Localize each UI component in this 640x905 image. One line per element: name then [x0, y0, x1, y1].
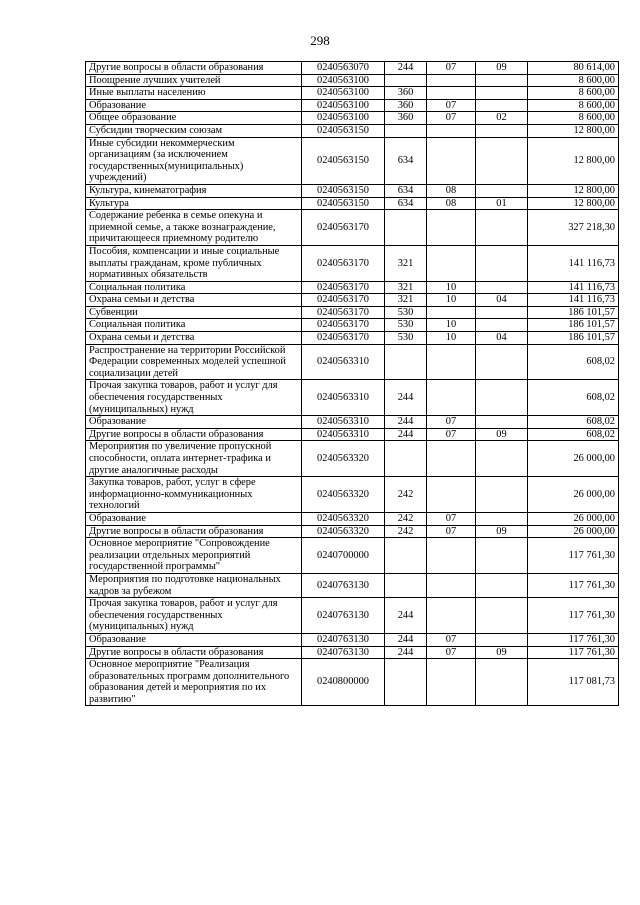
target-article-code-cell: 0240563100 [302, 112, 385, 125]
section-cell [427, 573, 476, 597]
amount-cell: 186 101,57 [528, 319, 619, 332]
amount-cell: 26 000,00 [528, 512, 619, 525]
expense-name-cell: Социальная политика [86, 281, 302, 294]
table-row [86, 344, 619, 380]
expense-name-cell: Охрана семьи и детства [86, 332, 302, 345]
expense-type-cell: 244 [385, 62, 427, 75]
table-row [86, 441, 619, 477]
table-row [86, 87, 619, 100]
subsection-cell [476, 344, 528, 380]
subsection-cell: 04 [476, 332, 528, 345]
expense-type-cell: 530 [385, 319, 427, 332]
expense-name-cell: Культура, кинематография [86, 184, 302, 197]
amount-cell: 12 800,00 [528, 184, 619, 197]
expense-name-cell: Поощрение лучших учителей [86, 74, 302, 87]
expense-name-cell: Прочая закупка товаров, работ и услуг для обеспечения государственных (муниципальных) нужд [86, 598, 302, 634]
table-row [86, 646, 619, 659]
expense-name-cell: Другие вопросы в области образования [86, 646, 302, 659]
expense-type-cell [385, 441, 427, 477]
section-cell: 07 [427, 112, 476, 125]
subsection-cell: 01 [476, 197, 528, 210]
table-row [86, 294, 619, 307]
expense-type-cell [385, 659, 427, 706]
subsection-cell [476, 380, 528, 416]
amount-cell: 186 101,57 [528, 306, 619, 319]
expense-type-cell: 244 [385, 598, 427, 634]
subsection-cell [476, 124, 528, 137]
amount-cell: 26 000,00 [528, 525, 619, 538]
table-row [86, 538, 619, 574]
expense-name-cell: Образование [86, 512, 302, 525]
budget-table [85, 61, 619, 706]
amount-cell: 186 101,57 [528, 332, 619, 345]
expense-name-cell: Субсидии творческим союзам [86, 124, 302, 137]
subsection-cell [476, 416, 528, 429]
target-article-code-cell: 0240563310 [302, 344, 385, 380]
expense-name-cell: Иные субсидии некоммерческим организациям (за исключением государственных(муниципальных) учреждений) [86, 137, 302, 184]
section-cell [427, 380, 476, 416]
target-article-code-cell: 0240563170 [302, 210, 385, 246]
target-article-code-cell: 0240763130 [302, 598, 385, 634]
expense-name-cell: Основное мероприятие "Сопровождение реализации отдельных мероприятий государственной программы" [86, 538, 302, 574]
expense-type-cell: 634 [385, 197, 427, 210]
amount-cell: 608,02 [528, 428, 619, 441]
table-row [86, 112, 619, 125]
expense-name-cell: Образование [86, 633, 302, 646]
target-article-code-cell: 0240563150 [302, 124, 385, 137]
target-article-code-cell: 0240563320 [302, 512, 385, 525]
expense-name-cell: Мероприятия по увеличение пропускной способности, оплата интернет-трафика и другие аналогичные расходы [86, 441, 302, 477]
amount-cell: 8 600,00 [528, 99, 619, 112]
expense-name-cell: Другие вопросы в области образования [86, 525, 302, 538]
table-row [86, 281, 619, 294]
expense-name-cell: Образование [86, 99, 302, 112]
amount-cell: 12 800,00 [528, 197, 619, 210]
amount-cell: 608,02 [528, 380, 619, 416]
expense-type-cell: 244 [385, 633, 427, 646]
table-row [86, 137, 619, 184]
section-cell: 07 [427, 525, 476, 538]
expense-type-cell [385, 538, 427, 574]
target-article-code-cell: 0240563170 [302, 319, 385, 332]
expense-type-cell: 242 [385, 525, 427, 538]
section-cell [427, 344, 476, 380]
expense-type-cell: 530 [385, 306, 427, 319]
subsection-cell: 09 [476, 525, 528, 538]
table-row [86, 124, 619, 137]
subsection-cell [476, 538, 528, 574]
amount-cell: 117 761,30 [528, 598, 619, 634]
target-article-code-cell: 0240563100 [302, 99, 385, 112]
subsection-cell [476, 184, 528, 197]
table-row [86, 245, 619, 281]
target-article-code-cell: 0240563170 [302, 245, 385, 281]
amount-cell: 141 116,73 [528, 281, 619, 294]
section-cell: 10 [427, 281, 476, 294]
subsection-cell: 09 [476, 646, 528, 659]
expense-name-cell: Культура [86, 197, 302, 210]
section-cell: 10 [427, 332, 476, 345]
table-row [86, 477, 619, 513]
section-cell [427, 441, 476, 477]
amount-cell: 608,02 [528, 416, 619, 429]
amount-cell: 117 761,30 [528, 646, 619, 659]
subsection-cell [476, 573, 528, 597]
subsection-cell [476, 281, 528, 294]
amount-cell: 80 614,00 [528, 62, 619, 75]
table-row [86, 525, 619, 538]
target-article-code-cell: 0240563320 [302, 477, 385, 513]
expense-name-cell: Закупка товаров, работ, услуг в сфере информационно-коммуникационных технологий [86, 477, 302, 513]
target-article-code-cell: 0240563310 [302, 380, 385, 416]
subsection-cell: 09 [476, 62, 528, 75]
section-cell [427, 477, 476, 513]
expense-name-cell: Охрана семьи и детства [86, 294, 302, 307]
subsection-cell [476, 245, 528, 281]
table-row [86, 99, 619, 112]
subsection-cell [476, 598, 528, 634]
section-cell: 08 [427, 184, 476, 197]
section-cell [427, 137, 476, 184]
expense-name-cell: Пособия, компенсации и иные социальные выплаты гражданам, кроме публичных нормативных обязательств [86, 245, 302, 281]
target-article-code-cell: 0240563170 [302, 306, 385, 319]
expense-type-cell: 242 [385, 477, 427, 513]
target-article-code-cell: 0240563320 [302, 441, 385, 477]
subsection-cell [476, 99, 528, 112]
table-row [86, 74, 619, 87]
expense-type-cell: 360 [385, 87, 427, 100]
table-row [86, 598, 619, 634]
target-article-code-cell: 0240563150 [302, 137, 385, 184]
expense-type-cell: 244 [385, 646, 427, 659]
section-cell [427, 245, 476, 281]
target-article-code-cell: 0240563150 [302, 184, 385, 197]
expense-type-cell: 634 [385, 137, 427, 184]
amount-cell: 117 761,30 [528, 573, 619, 597]
table-row [86, 380, 619, 416]
expense-name-cell: Общее образование [86, 112, 302, 125]
amount-cell: 141 116,73 [528, 245, 619, 281]
expense-type-cell [385, 210, 427, 246]
expense-type-cell [385, 74, 427, 87]
expense-type-cell: 360 [385, 99, 427, 112]
expense-type-cell: 321 [385, 294, 427, 307]
target-article-code-cell: 0240563310 [302, 428, 385, 441]
subsection-cell [476, 319, 528, 332]
expense-name-cell: Прочая закупка товаров, работ и услуг для обеспечения государственных (муниципальных) нужд [86, 380, 302, 416]
subsection-cell [476, 441, 528, 477]
amount-cell: 608,02 [528, 344, 619, 380]
amount-cell: 327 218,30 [528, 210, 619, 246]
amount-cell: 12 800,00 [528, 137, 619, 184]
expense-type-cell: 360 [385, 112, 427, 125]
expense-type-cell: 244 [385, 380, 427, 416]
target-article-code-cell: 0240563100 [302, 87, 385, 100]
subsection-cell: 04 [476, 294, 528, 307]
section-cell [427, 124, 476, 137]
table-row [86, 416, 619, 429]
section-cell [427, 74, 476, 87]
target-article-code-cell: 0240563170 [302, 281, 385, 294]
subsection-cell [476, 210, 528, 246]
table-row [86, 428, 619, 441]
table-row [86, 512, 619, 525]
amount-cell: 8 600,00 [528, 112, 619, 125]
section-cell: 10 [427, 319, 476, 332]
expense-type-cell [385, 124, 427, 137]
expense-name-cell: Мероприятия по подготовке национальных кадров за рубежом [86, 573, 302, 597]
target-article-code-cell: 0240763130 [302, 633, 385, 646]
amount-cell: 117 761,30 [528, 538, 619, 574]
section-cell: 07 [427, 416, 476, 429]
section-cell [427, 210, 476, 246]
section-cell: 07 [427, 512, 476, 525]
section-cell: 10 [427, 294, 476, 307]
subsection-cell [476, 477, 528, 513]
expense-type-cell: 242 [385, 512, 427, 525]
section-cell [427, 87, 476, 100]
subsection-cell: 02 [476, 112, 528, 125]
subsection-cell [476, 74, 528, 87]
amount-cell: 8 600,00 [528, 87, 619, 100]
expense-name-cell: Другие вопросы в области образования [86, 62, 302, 75]
expense-type-cell: 321 [385, 281, 427, 294]
amount-cell: 26 000,00 [528, 477, 619, 513]
expense-type-cell: 634 [385, 184, 427, 197]
table-row [86, 210, 619, 246]
target-article-code-cell: 0240800000 [302, 659, 385, 706]
table-row [86, 62, 619, 75]
target-article-code-cell: 0240563310 [302, 416, 385, 429]
expense-name-cell: Содержание ребенка в семье опекуна и приемной семье, а также вознаграждение, причитающееся приемному родителю [86, 210, 302, 246]
target-article-code-cell: 0240563170 [302, 294, 385, 307]
table-row [86, 184, 619, 197]
section-cell: 07 [427, 646, 476, 659]
table-row [86, 332, 619, 345]
expense-type-cell [385, 573, 427, 597]
expense-type-cell: 321 [385, 245, 427, 281]
subsection-cell [476, 306, 528, 319]
subsection-cell [476, 659, 528, 706]
expense-name-cell: Образование [86, 416, 302, 429]
target-article-code-cell: 0240763130 [302, 573, 385, 597]
table-row [86, 659, 619, 706]
target-article-code-cell: 0240763130 [302, 646, 385, 659]
section-cell: 07 [427, 62, 476, 75]
subsection-cell [476, 137, 528, 184]
expense-type-cell: 530 [385, 332, 427, 345]
expense-name-cell: Распространение на территории Российской Федерации современных моделей успешной социализации детей [86, 344, 302, 380]
section-cell [427, 598, 476, 634]
amount-cell: 141 116,73 [528, 294, 619, 307]
expense-type-cell: 244 [385, 416, 427, 429]
target-article-code-cell: 0240700000 [302, 538, 385, 574]
target-article-code-cell: 0240563070 [302, 62, 385, 75]
table-row [86, 633, 619, 646]
expense-name-cell: Социальная политика [86, 319, 302, 332]
subsection-cell [476, 633, 528, 646]
expense-name-cell: Основное мероприятие "Реализация образовательных программ дополнительного образования детей и мероприятия по их развитию" [86, 659, 302, 706]
table-row [86, 306, 619, 319]
expense-type-cell: 244 [385, 428, 427, 441]
table-row [86, 197, 619, 210]
table-row [86, 319, 619, 332]
target-article-code-cell: 0240563320 [302, 525, 385, 538]
section-cell: 07 [427, 633, 476, 646]
subsection-cell [476, 512, 528, 525]
section-cell: 07 [427, 428, 476, 441]
expense-name-cell: Другие вопросы в области образования [86, 428, 302, 441]
expense-name-cell: Иные выплаты населению [86, 87, 302, 100]
target-article-code-cell: 0240563170 [302, 332, 385, 345]
amount-cell: 26 000,00 [528, 441, 619, 477]
subsection-cell: 09 [476, 428, 528, 441]
amount-cell: 117 761,30 [528, 633, 619, 646]
subsection-cell [476, 87, 528, 100]
section-cell [427, 538, 476, 574]
section-cell [427, 306, 476, 319]
target-article-code-cell: 0240563150 [302, 197, 385, 210]
amount-cell: 12 800,00 [528, 124, 619, 137]
expense-name-cell: Субвенции [86, 306, 302, 319]
section-cell [427, 659, 476, 706]
amount-cell: 117 081,73 [528, 659, 619, 706]
section-cell: 07 [427, 99, 476, 112]
page-number: 298 [310, 33, 330, 48]
expense-type-cell [385, 344, 427, 380]
target-article-code-cell: 0240563100 [302, 74, 385, 87]
amount-cell: 8 600,00 [528, 74, 619, 87]
table-row [86, 573, 619, 597]
section-cell: 08 [427, 197, 476, 210]
